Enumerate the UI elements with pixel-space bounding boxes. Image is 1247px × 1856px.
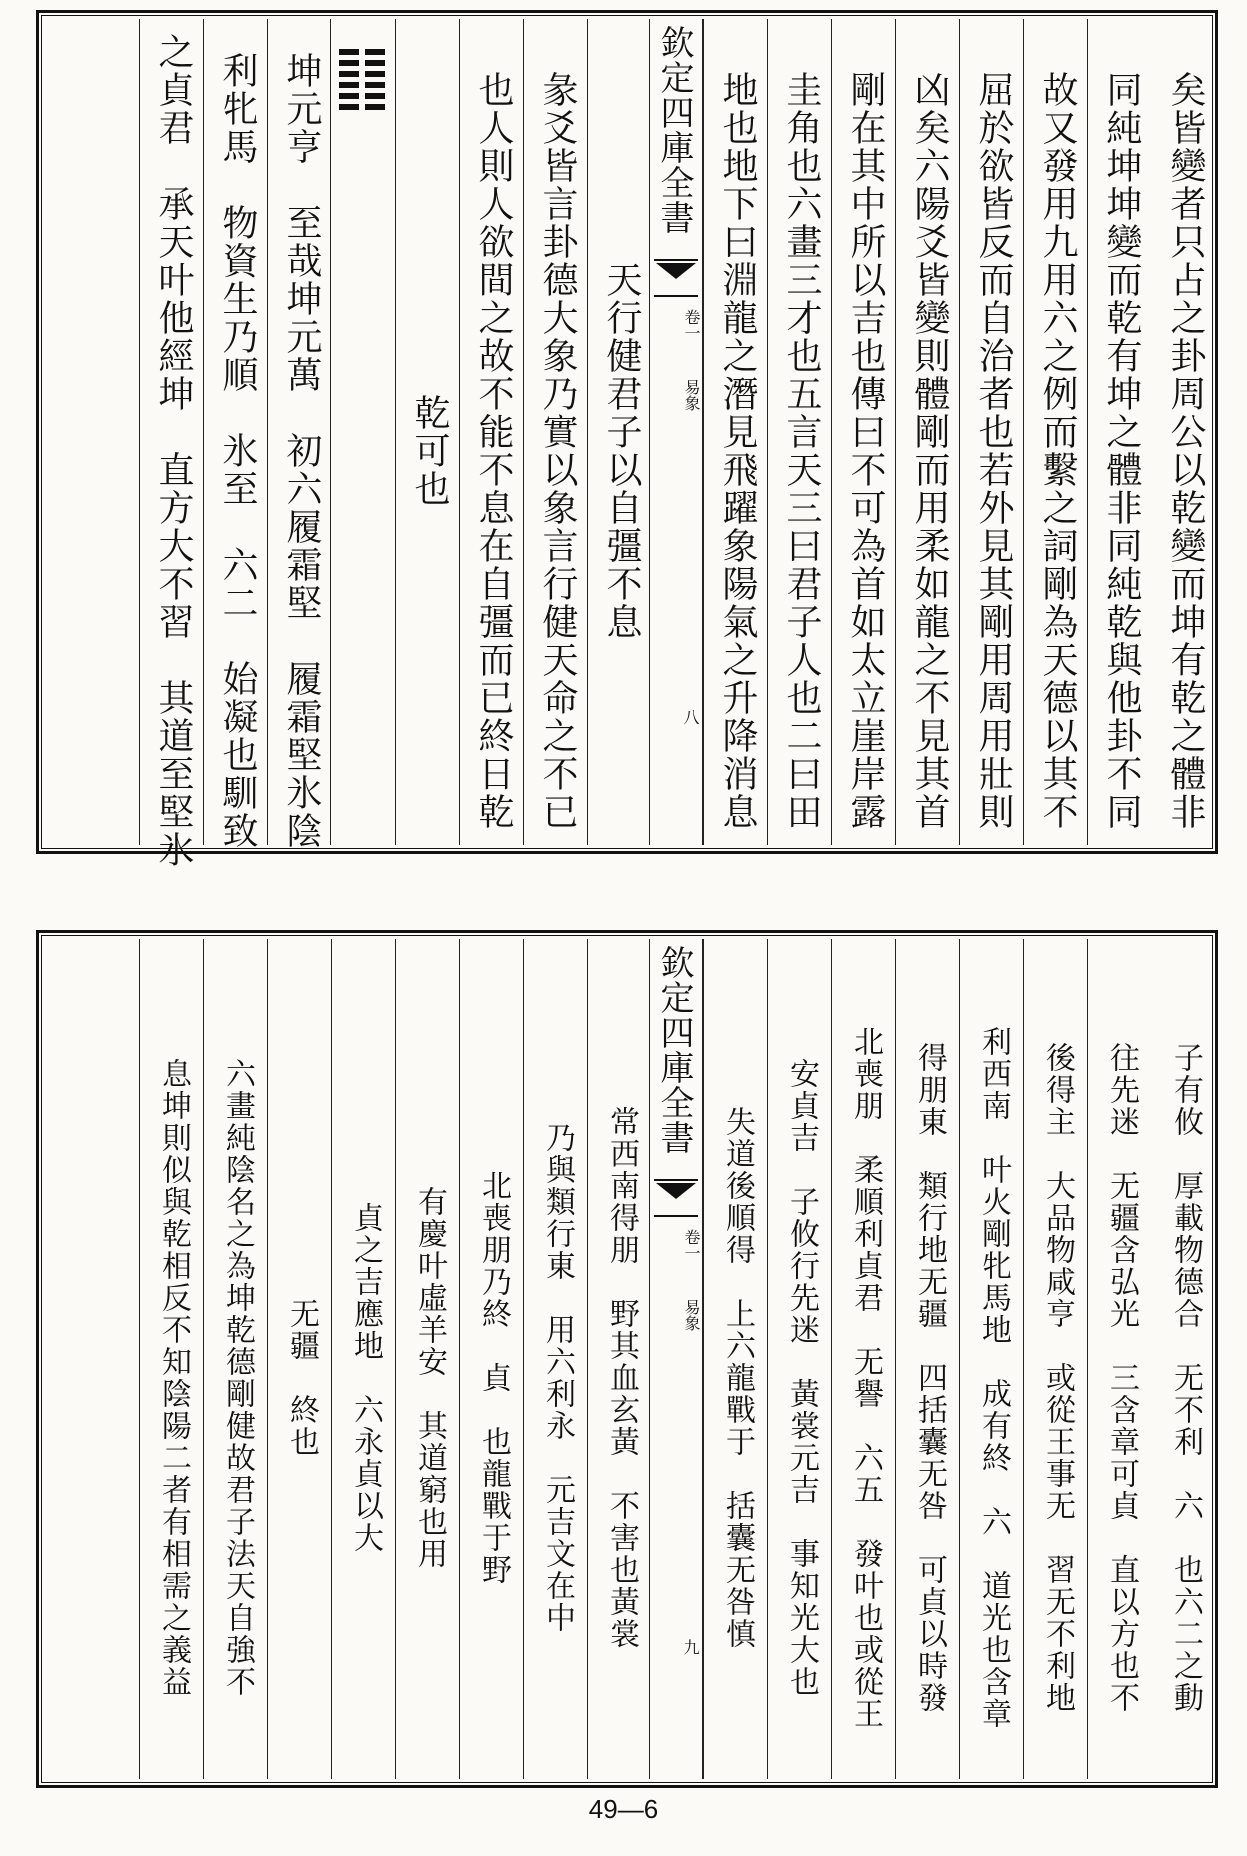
column-text: 矣皆變者只占之卦周公以乾變而坤有乾之體非 [1165,71,1206,831]
center-banner [649,19,703,845]
column-text: 天行健君子以自彊不息 [601,261,642,641]
column-text: 有慶叶虛羊安 其道窮也用 [412,1186,447,1570]
text-column [767,939,831,1779]
column-text: 之貞君 承天叶他經坤 直方大不習 其道至堅氷 [153,33,194,869]
column-text: 北喪朋 柔順利貞君 无譽 六五 發叶也或從王 [848,1026,883,1730]
text-column [395,19,459,845]
top-page [36,10,1218,869]
column-text: 乾可也 [409,394,450,508]
text-column [1087,19,1151,845]
text-column [523,939,587,1779]
column-text: 往先迷 无疆含弘光 三含章可貞 直以方也不 [1104,1042,1139,1714]
text-column [895,19,959,845]
text-column [1151,19,1215,845]
column-text: 六畫純陰名之為坤乾德剛健故君子法天自強不 [220,1058,255,1698]
column-text: 息坤則似與乾相反不知陰陽二者有相需之義益 [156,1058,191,1698]
column-text: 北喪朋乃終 貞 也龍戰于野 [476,1170,511,1586]
column-text: 失道後順得 上六龍戰于 括囊无咎慎 [720,1106,755,1650]
text-column [895,939,959,1779]
column-text: 貞之吉應地 六永貞以大 [348,1202,383,1554]
volume-label: 卷一 [682,1229,701,1261]
column-text: 凶矣六陽爻皆變則體剛而用柔如龍之不見其首 [909,71,950,831]
column-text: 得朋東 類行地无疆 四括囊无咎 可貞以時發 [912,1042,947,1714]
column-text: 圭角也六畫三才也五言天三曰君子人也二曰田 [781,71,822,831]
text-column [1023,19,1087,845]
folio-number: 八 [681,709,700,725]
text-column [703,939,767,1779]
column-text: 乃與類行東 用六利永 元吉文在中 [540,1122,575,1634]
column-text: 常西南得朋 野其血玄黃 不害也黃裳 [604,1106,639,1650]
bottom-page [36,930,1218,1788]
column-text: 利西南 叶火剛牝馬地 成有終 六 道光也含章 [976,1026,1011,1730]
banner-title: 欽定四庫全書 [654,25,694,235]
column-text: 子有攸 厚載物德合 无不利 六 也六二之動 [1168,1042,1203,1714]
fish-tail-ornament [654,1179,698,1217]
text-column [203,939,267,1779]
center-banner [649,939,703,1779]
text-column [831,939,895,1779]
column-text: 地也地下曰淵龍之潛見飛躍象陽氣之升降消息 [717,71,758,831]
text-column [1023,939,1087,1779]
text-column [959,939,1023,1779]
text-column [767,19,831,845]
text-column [703,19,767,845]
text-column [587,939,651,1779]
column-text: 无疆 終也 [284,1298,319,1458]
text-column [395,939,459,1779]
text-column [1087,939,1151,1779]
column-text: 剛在其中所以吉也傳曰不可為首如太立崖岸露 [845,71,886,831]
fish-tail-ornament [654,259,698,297]
text-column [459,19,523,845]
column-text: 坤元亨 至哉坤元萬 初六履霜堅 履霜堅氷陰 [281,52,322,850]
text-column [331,939,395,1779]
book-title-label: 易象 [682,379,701,411]
hexagram-column [330,19,395,845]
text-column [139,939,203,1779]
text-column [959,19,1023,845]
column-text: 利牝馬 物資生乃順 氷至 六二 始凝也馴致 [217,52,258,850]
volume-label: 卷一 [682,309,701,341]
book-title-label: 易象 [682,1299,701,1331]
folio-number: 九 [681,1639,700,1655]
column-text: 同純坤坤變而乾有坤之體非同純乾與他卦不同 [1101,71,1142,831]
column-text: 後得主 大品物咸亨 或從王事无 習无不利地 [1040,1042,1075,1714]
column-text: 也人則人欲間之故不能不息在自彊而已終日乾 [473,71,514,831]
column-text: 安貞吉 子攸行先迷 黃裳元吉 事知光大也 [784,1058,819,1698]
column-text: 故又發用九用六之例而繫之詞剛為天德以其不 [1037,71,1078,831]
text-column [203,19,267,850]
text-column [523,19,587,845]
text-column [267,19,331,850]
text-column [139,19,203,869]
page-number: 49—6 [588,1794,659,1824]
column-text: 彖爻皆言卦德大象乃實以象言行健天命之不已 [537,71,578,831]
text-column [459,939,523,1779]
text-column [831,19,895,845]
text-column [1151,939,1215,1779]
banner-title: 欽定四庫全書 [654,945,694,1155]
text-column [267,939,331,1779]
column-text: 屈於欲皆反而自治者也若外見其剛用周用壯則 [973,71,1014,831]
kun-hexagram-icon [339,49,385,110]
text-column [587,19,651,845]
